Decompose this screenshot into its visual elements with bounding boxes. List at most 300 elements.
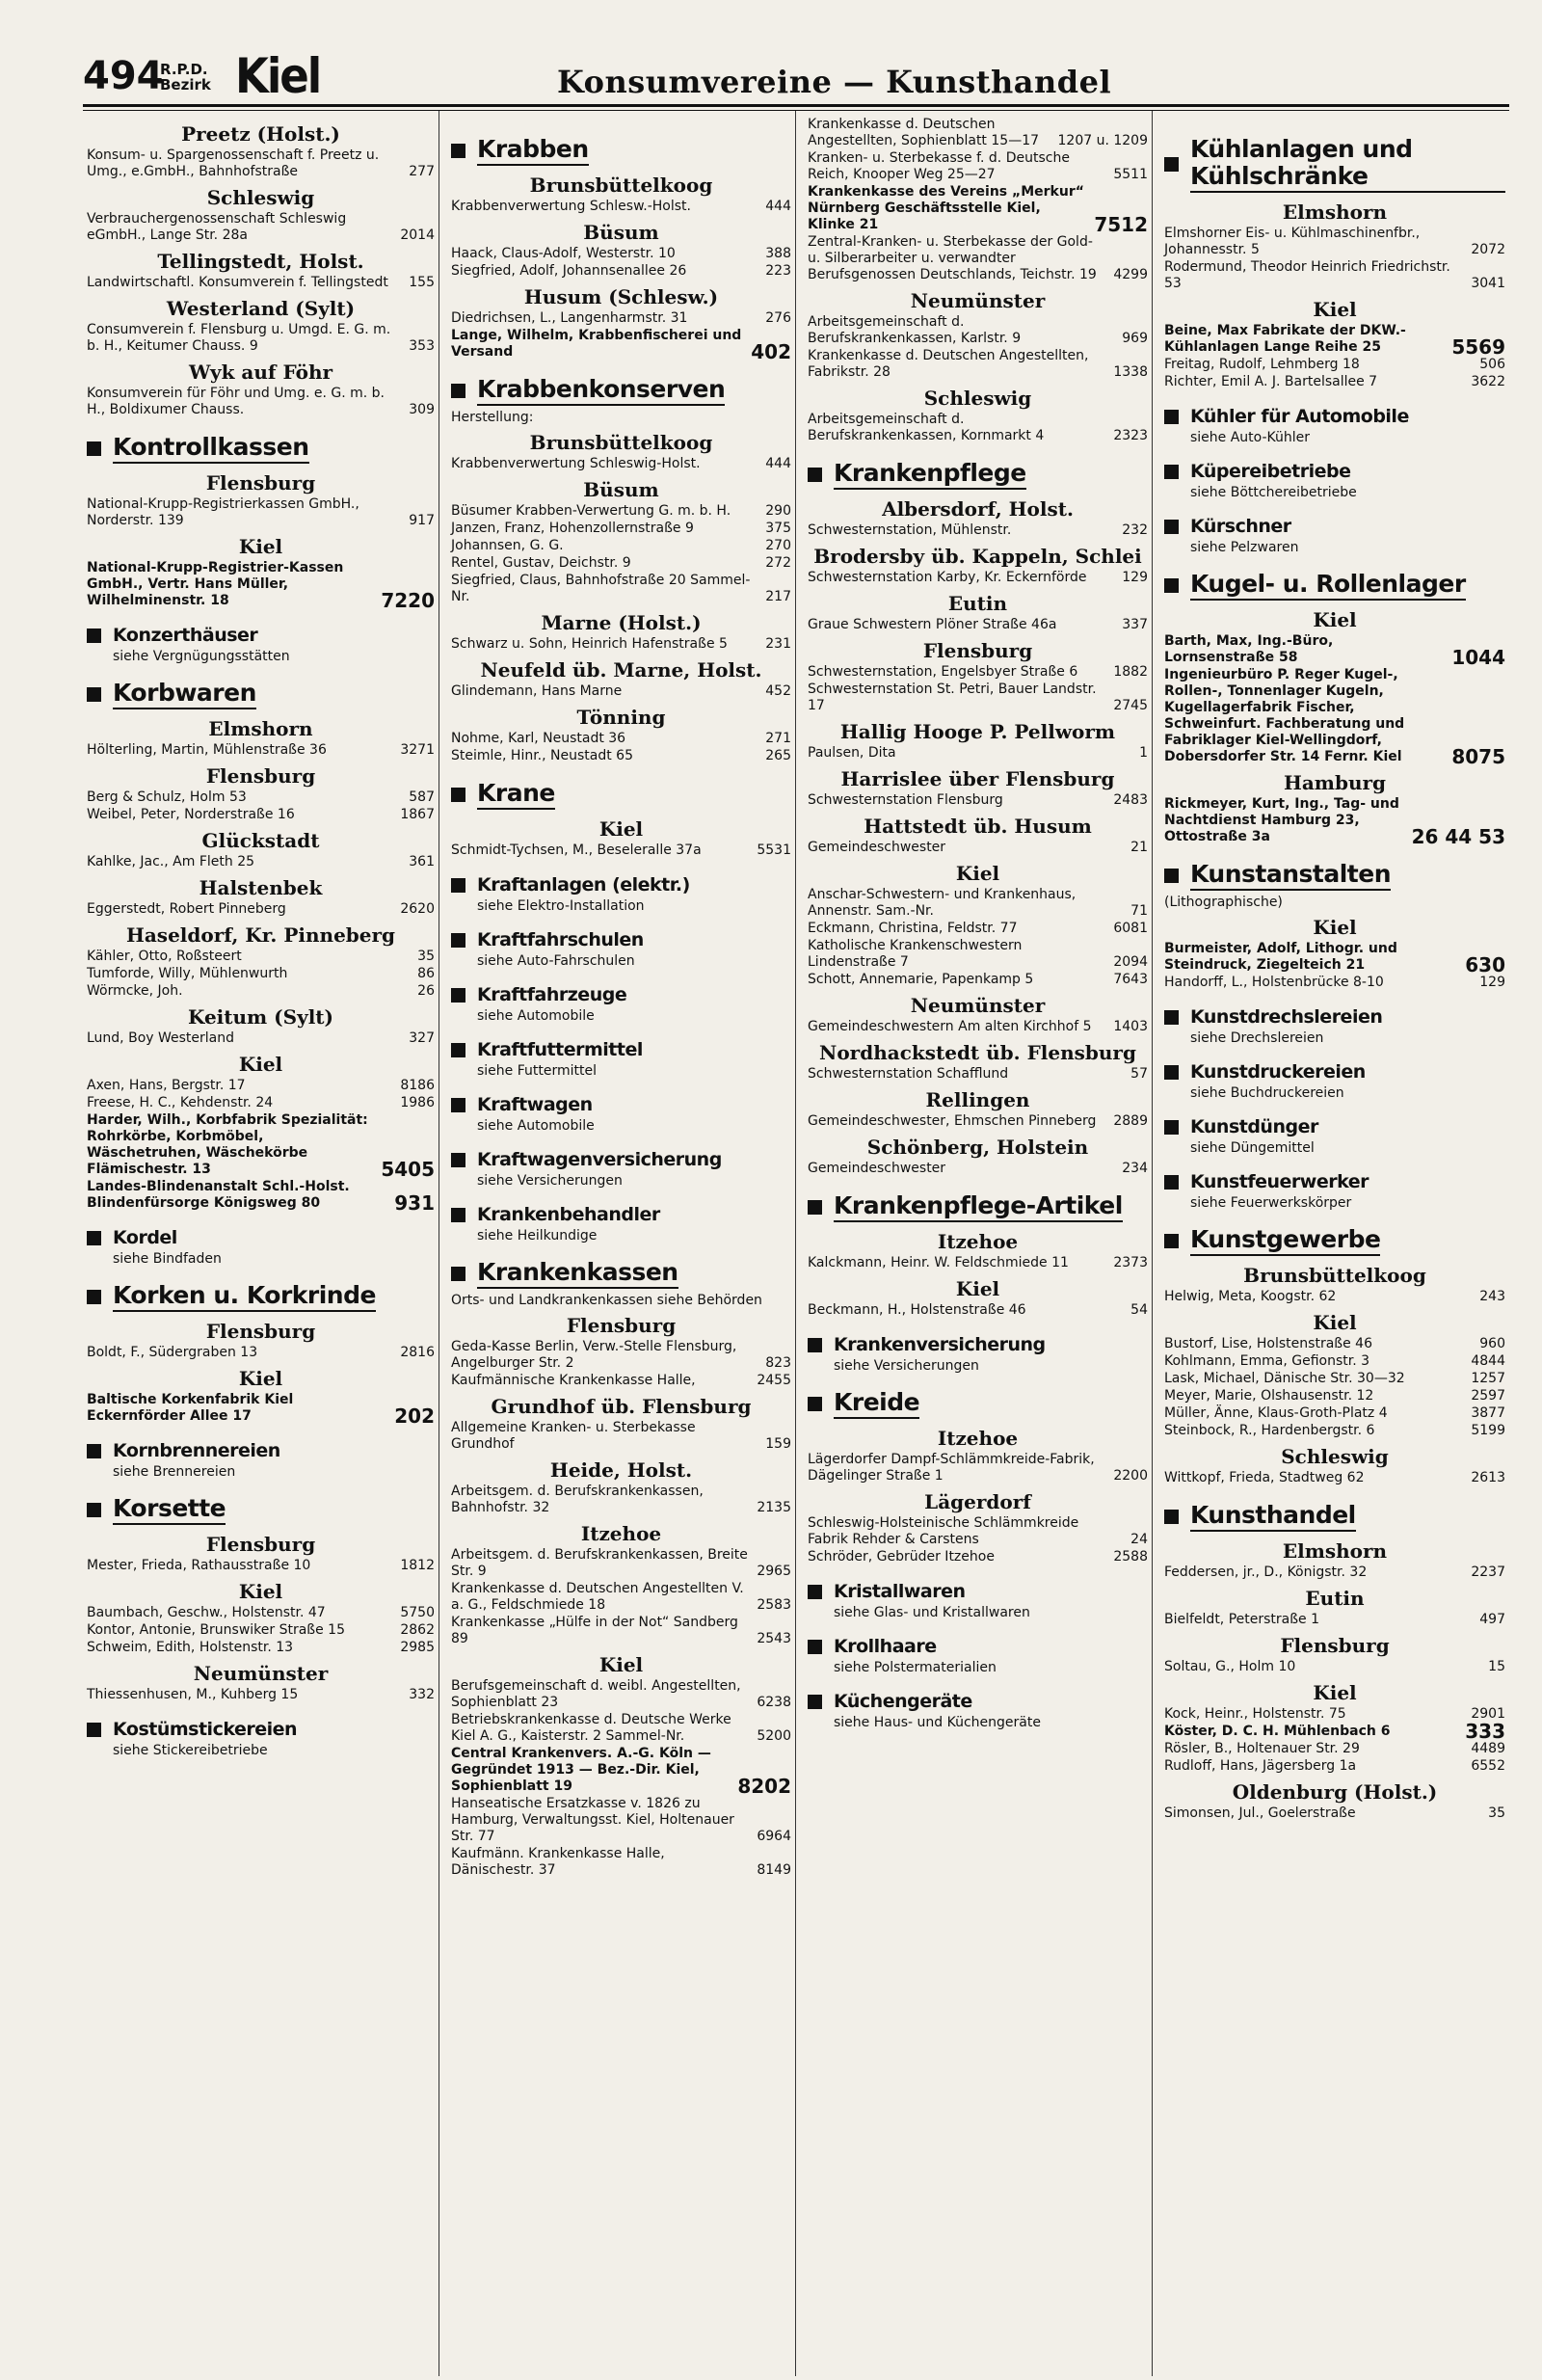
entry-text: Schott, Annemarie, Papenkamp 5 [808,972,1034,987]
square-bullet-icon [451,1153,465,1167]
category-heading [808,1192,1148,1222]
city-heading: Kiel [955,862,1000,885]
city-heading: Brodersby üb. Kappeln, Schlei [813,545,1142,568]
city-heading: Haseldorf, Kr. Pinneberg [125,923,396,947]
category-name: Krankenpflege-Artikel [834,1192,1123,1222]
page-number: 494 [83,54,164,98]
phone-number: 2816 [400,1345,435,1360]
cross-reference: siehe Automobile [477,1118,595,1134]
entry-text: Gemeindeschwester, Ehmschen Pinneberg [808,1113,1097,1129]
phone-number: 452 [765,683,791,699]
directory-entry [808,1452,1148,1484]
category-heading [451,1094,791,1116]
square-bullet-icon [451,384,465,398]
directory-entry [1164,1405,1505,1422]
entry-text: Siegfried, Claus, Bahnhofstraße 20 Sammel-Nr. [451,573,751,604]
directory-entry [87,1112,435,1181]
category-heading [451,1204,791,1226]
category-name: Kraftfahrschulen [477,929,644,950]
directory-entry [1164,796,1505,848]
entry-text: Freese, H. C., Kehdenstr. 24 [87,1095,274,1110]
entry-text: Burmeister, Adolf, Lithogr. und Steindruck, Ziegelteich 21 [1164,941,1397,973]
square-bullet-icon [451,788,465,802]
square-bullet-icon [87,441,101,456]
entry-text: Schweim, Edith, Holstenstr. 13 [87,1640,294,1655]
phone-number: 231 [765,636,791,652]
entry-text: Harder, Wilh., Korbfabrik Spezialität: Rohrkörbe, Korbmöbel, Wäschetruhen, Wäschekörbe Flämischestr. 13 [87,1112,368,1177]
directory-entry [808,1066,1148,1083]
directory-entry [1164,323,1505,359]
directory-entry [808,1302,1148,1319]
directory-entry [87,1030,435,1047]
directory-entry [451,555,791,572]
directory-entry [451,1746,791,1798]
city-heading: Neumünster [910,289,1046,312]
directory-entry [1164,1741,1505,1757]
entry-text: Berufsgemeinschaft d. weibl. Angestellten, Sophienblatt 23 [451,1678,741,1710]
city-heading: Flensburg [205,471,316,495]
city-heading: Glückstadt [201,829,320,852]
entry-text: Graue Schwestern Plöner Straße 46a [808,617,1057,632]
entry-text: Zentral-Kranken- u. Sterbekasse der Gold- u. Silberarbeiter u. verwandter Berufsgenossen Deutschlands, Teichstr. 19 [808,234,1097,282]
entry-text: Axen, Hans, Bergstr. 17 [87,1078,246,1093]
entry-text: Janzen, Franz, Hohenzollernstraße 9 [451,521,694,536]
category-name: Kunstdünger [1190,1116,1318,1137]
city-heading: Kiel [238,1367,283,1390]
phone-number: 6552 [1471,1758,1505,1774]
phone-number: 8186 [400,1078,435,1093]
directory-entry [87,1095,435,1111]
phone-number: 1812 [400,1558,435,1573]
city-heading: Heide, Holst. [549,1458,693,1482]
phone-number: 272 [765,555,791,571]
entry-text: Lange, Wilhelm, Krabbenfischerei und Versand [451,328,742,360]
phone-number: 931 [394,1191,435,1215]
directory-entry [808,792,1148,809]
directory-entry [87,1078,435,1094]
directory-entry [451,538,791,554]
entry-text: Krankenkasse d. Deutschen Angestellten, Sophienblatt 15—17 [808,117,1040,148]
category-subheading: Orts- und Landkrankenkassen siehe Behörden [451,1293,762,1308]
directory-entry [808,1113,1148,1130]
square-bullet-icon [808,1200,822,1215]
directory-entry [451,573,791,605]
directory-entry [1164,667,1505,768]
cross-reference: siehe Versicherungen [477,1173,623,1189]
city-heading: Kiel [598,817,644,841]
city-heading: Neumünster [193,1662,329,1685]
phone-number: 2135 [757,1500,791,1515]
city-heading: Kiel [238,1580,283,1603]
phone-number: 2200 [1113,1468,1148,1484]
square-bullet-icon [1164,578,1179,593]
entry-text: Anschar-Schwestern- und Krankenhaus, Annenstr. Sam.-Nr. [808,887,1077,919]
category-heading [808,1636,1148,1658]
cross-reference: siehe Feuerwerkskörper [1190,1195,1352,1211]
square-bullet-icon [451,1043,465,1057]
category-heading [808,1334,1148,1356]
directory-entry [808,314,1148,347]
directory-entry [87,789,435,806]
city-heading: Preetz (Holst.) [181,122,340,146]
category-name: Kraftfuttermittel [477,1039,643,1060]
category-name: Krankenbehandler [477,1204,660,1225]
square-bullet-icon [451,1208,465,1222]
entry-text: Arbeitsgem. d. Berufskrankenkassen, Breite Str. 9 [451,1547,748,1579]
phone-number: 4299 [1113,267,1148,282]
directory-entry [87,1392,435,1428]
phone-number: 3041 [1471,276,1505,291]
cross-reference: siehe Heilkundige [477,1228,598,1243]
square-bullet-icon [451,933,465,948]
category-subheading: Herstellung: [451,410,534,425]
column-3 [796,111,1153,2376]
phone-number: 2237 [1471,1564,1505,1580]
category-heading [808,1581,1148,1603]
phone-number: 57 [1130,1066,1148,1082]
phone-number: 8075 [1451,745,1505,768]
city-heading: Kiel [238,1053,283,1076]
directory-entry [451,263,791,280]
phone-number: 5531 [757,842,791,858]
phone-number: 4489 [1471,1741,1505,1756]
phone-number: 232 [1122,522,1148,538]
city-heading: Eutin [947,592,1008,615]
entry-text: Kranken- u. Sterbekasse f. d. Deutsche Reich, Knooper Weg 25—27 [808,150,1070,182]
square-bullet-icon [1164,869,1179,883]
directory-entry [451,731,791,747]
square-bullet-icon [87,687,101,702]
entry-text: Arbeitsgemeinschaft d. Berufskrankenkassen, Kornmarkt 4 [808,412,1045,443]
phone-number: 24 [1130,1532,1148,1547]
entry-text: Lask, Michael, Dänische Str. 30—32 [1164,1371,1405,1386]
entry-text: Nohme, Karl, Neustadt 36 [451,731,626,746]
directory-entry [451,1581,791,1614]
entry-text: Central Krankenvers. A.-G. Köln — Gegründet 1913 — Bez.-Dir. Kiel, Sophienblatt 19 [451,1746,711,1794]
directory-entry [451,521,791,537]
entry-text: Simonsen, Jul., Goelerstraße [1164,1805,1356,1821]
directory-entry [451,842,791,859]
cross-reference: siehe Futtermittel [477,1063,598,1079]
entry-text: Mester, Frieda, Rathausstraße 10 [87,1558,311,1573]
directory-entry [808,412,1148,444]
city-heading: Büsum [583,478,659,501]
category-name: Korsette [113,1495,226,1525]
entry-text: Beckmann, H., Holstenstraße 46 [808,1302,1026,1318]
square-bullet-icon [808,468,822,482]
entry-text: Katholische Krankenschwestern Lindenstraße 7 [808,938,1023,970]
square-bullet-icon [87,1290,101,1304]
category-heading [1164,406,1505,428]
entry-text: Schwesternstation, Mühlenstr. [808,522,1012,538]
square-bullet-icon [87,1231,101,1245]
phone-number: 444 [765,199,791,214]
city-heading: Hattstedt üb. Husum [864,815,1092,838]
entry-text: Rickmeyer, Kurt, Ing., Tag- und Nachtdienst Hamburg 23, Ottostraße 3a [1164,796,1399,844]
phone-number: 290 [765,503,791,519]
directory-entry [1164,1659,1505,1675]
directory-entry [87,901,435,918]
city-heading: Tönning [576,706,666,729]
directory-entry [87,147,435,180]
phone-number: 2094 [1113,954,1148,970]
entry-text: Krankenkasse des Vereins „Merkur“ Nürnberg Geschäftsstelle Kiel, Klinke 21 [808,184,1084,232]
cross-reference: siehe Böttchereibetriebe [1190,485,1357,500]
entry-text: Arbeitsgem. d. Berufskrankenkassen, Bahnhofstr. 32 [451,1484,704,1515]
category-heading [87,1282,435,1312]
city-heading: Schleswig [206,186,315,209]
city-heading: Büsum [583,221,659,244]
directory-entry [451,1547,791,1580]
entry-text: Beine, Max Fabrikate der DKW.-Kühlanlagen Lange Reihe 25 [1164,323,1406,355]
directory-entry [808,617,1148,633]
phone-number: 71 [1130,903,1148,919]
square-bullet-icon [808,1338,822,1352]
directory-entry [451,456,791,472]
directory-entry [451,1339,791,1372]
entry-text: Hölterling, Martin, Mühlenstraße 36 [87,742,327,758]
city-heading: Flensburg [1280,1634,1390,1657]
category-heading [1164,1502,1505,1532]
directory-entry [1164,1612,1505,1628]
city-heading: Kiel [598,1653,644,1676]
category-heading [1164,1116,1505,1138]
phone-number: 2014 [400,227,435,243]
category-name: Kunstdruckereien [1190,1061,1366,1083]
square-bullet-icon [87,1503,101,1517]
directory-entry [808,184,1148,236]
category-name: Krankenpflege [834,460,1026,490]
directory-entry [451,1615,791,1647]
square-bullet-icon [1164,1510,1179,1524]
entry-text: Baltische Korkenfabrik Kiel Eckernförder Allee 17 [87,1392,294,1424]
square-bullet-icon [1164,520,1179,534]
category-name: Krabbenkonserven [477,376,725,406]
phone-number: 353 [409,338,435,354]
phone-number: 332 [409,1687,435,1702]
directory-entry [808,921,1148,937]
entry-text: Freitag, Rudolf, Lehmberg 18 [1164,357,1360,372]
directory-entry [808,840,1148,856]
entry-text: Landwirtschaftl. Konsumverein f. Tellingstedt [87,275,388,290]
category-name: Kraftanlagen (elektr.) [477,874,690,896]
directory-entry [1164,1720,1505,1743]
square-bullet-icon [451,1098,465,1112]
phone-number: 129 [1122,570,1148,585]
phone-number: 3877 [1471,1405,1505,1421]
directory-entry [808,150,1148,183]
city-heading: Hallig Hooge P. Pellworm [839,720,1116,743]
entry-text: Helwig, Meta, Koogstr. 62 [1164,1289,1337,1304]
category-name: Kunsthandel [1190,1502,1356,1532]
category-name: Krane [477,780,555,810]
category-heading [451,136,791,166]
cross-reference: siehe Bindfaden [113,1251,222,1267]
directory-entry [451,1484,791,1516]
entry-text: Schleswig-Holsteinische Schlämmkreide Fabrik Rehder & Carstens [808,1515,1079,1547]
phone-number: 223 [765,263,791,279]
entry-text: Kaufmännische Krankenkasse Halle, [451,1373,696,1388]
entry-text: Kaufmänn. Krankenkasse Halle, Dänischestr. 37 [451,1846,665,1878]
entry-text: Krabbenverwertung Schlesw.-Holst. [451,199,691,214]
entry-text: Krankenkasse d. Deutschen Angestellten V. a. G., Feldschmiede 18 [451,1581,744,1613]
district-city: Kiel [235,48,321,104]
entry-text: Ingenieurbüro P. Reger Kugel-, Rollen-, Tonnenlager Kugeln, Kugellagerfabrik Fischer, Schweinfurt. Fachberatung und Fabriklager Kiel-Wellingdorf, Dobersdorfer Str. 14 Fernr. Kiel [1164,667,1405,764]
directory-entry [87,1687,435,1703]
phone-number: 15 [1488,1659,1505,1674]
category-name: Kreide [834,1389,919,1419]
square-bullet-icon [1164,157,1179,172]
city-heading: Elmshorn [1282,1539,1388,1563]
category-name: Kühler für Automobile [1190,406,1409,427]
category-name: Korbwaren [113,680,256,709]
phone-number: 444 [765,456,791,471]
entry-text: Krankenkasse d. Deutschen Angestellten, Fabrikstr. 28 [808,348,1089,380]
entry-text: Thiessenhusen, M., Kuhberg 15 [87,1687,299,1702]
category-heading [1164,461,1505,483]
entry-text: Glindemann, Hans Marne [451,683,623,699]
city-heading: Keitum (Sylt) [188,1005,333,1029]
city-heading: Itzehoe [580,1522,662,1545]
square-bullet-icon [808,1640,822,1654]
directory-entry [87,275,435,291]
directory-entry [1164,941,1505,974]
phone-number: 1338 [1113,364,1148,380]
city-heading: Kiel [1313,608,1357,631]
category-heading [808,1389,1148,1419]
city-heading: Brunsbüttelkoog [529,431,713,454]
entry-text: Kock, Heinr., Holstenstr. 75 [1164,1706,1346,1722]
category-name: Krabben [477,136,589,166]
category-heading [1164,1171,1505,1193]
phone-number: 21 [1130,840,1148,855]
entry-text: Schwesternstation St. Petri, Bauer Landstr. 17 [808,682,1097,713]
city-heading: Neufeld üb. Marne, Holst. [480,658,762,682]
phone-number: 2373 [1113,1255,1148,1270]
entry-text: Johannsen, G. G. [451,538,564,553]
entry-text: Lund, Boy Westerland [87,1030,235,1046]
directory-entry [87,966,435,982]
category-heading [87,1227,435,1249]
phone-number: 2483 [1113,792,1148,808]
category-name: Krollhaare [834,1636,937,1657]
directory-entry [1164,1805,1505,1822]
cross-reference: siehe Versicherungen [834,1358,979,1374]
phone-number: 2889 [1113,1113,1148,1129]
category-heading [87,1719,435,1741]
directory-entry [808,1255,1148,1271]
square-bullet-icon [1164,1120,1179,1135]
phone-number: 2072 [1471,242,1505,257]
directory-entry [808,1019,1148,1035]
directory-entry [808,117,1148,149]
directory-entry [1164,1758,1505,1775]
city-heading: Kiel [955,1277,1000,1300]
directory-entry [1164,1470,1505,1486]
phone-number: 2583 [757,1597,791,1613]
entry-text: Verbrauchergenossenschaft Schleswig eGmbH., Lange Str. 28a [87,211,347,243]
phone-number: 35 [417,949,435,964]
directory-entry [87,854,435,870]
directory-entry [451,1846,791,1879]
phone-number: 7220 [381,589,435,612]
city-heading: Itzehoe [937,1427,1019,1450]
rpd-label: R.P.D. [160,61,208,78]
phone-number: 2613 [1471,1470,1505,1485]
phone-number: 265 [765,748,791,763]
entry-text: Allgemeine Kranken- u. Sterbekasse Grundhof [451,1420,696,1452]
entry-text: Wörmcke, Joh. [87,983,183,999]
city-heading: Wyk auf Föhr [188,361,333,384]
entry-text: Soltau, G., Holm 10 [1164,1659,1296,1674]
page-title: Konsumvereine — Kunsthandel [557,64,1112,100]
entry-text: Weibel, Peter, Norderstraße 16 [87,807,295,822]
category-name: Kugel- u. Rollenlager [1190,571,1466,601]
city-heading: Brunsbüttelkoog [529,174,713,197]
city-heading: Rellingen [925,1088,1030,1111]
category-heading [808,460,1148,490]
entry-text: Gemeindeschwester [808,840,946,855]
columns [83,111,1509,2376]
entry-text: Steimle, Hinr., Neustadt 65 [451,748,633,763]
phone-number: 630 [1465,953,1505,976]
city-heading: Kiel [238,535,283,558]
phone-number: 2901 [1471,1706,1505,1722]
entry-text: Arbeitsgemeinschaft d. Berufskrankenkassen, Karlstr. 9 [808,314,1022,346]
city-heading: Albersdorf, Holst. [882,497,1074,521]
phone-number: 402 [751,340,791,363]
directory-entry [87,949,435,965]
phone-number: 202 [394,1404,435,1428]
directory-entry [1164,633,1505,669]
city-heading: Flensburg [205,1533,316,1556]
directory-entry [87,1558,435,1574]
category-name: Krankenversicherung [834,1334,1046,1355]
district-label [160,62,211,93]
entry-text: Diedrichsen, L., Langenharmstr. 31 [451,310,688,326]
phone-number: 2455 [757,1373,791,1388]
phone-number: 277 [409,164,435,179]
city-heading: Flensburg [205,1320,316,1343]
city-heading: Schleswig [1281,1445,1389,1468]
phone-number: 327 [409,1030,435,1046]
phone-number: 3622 [1471,374,1505,389]
square-bullet-icon [1164,1234,1179,1248]
category-heading [451,929,791,951]
phone-number: 5200 [757,1728,791,1744]
directory-entry [87,983,435,1000]
entry-text: Schwesternstation Flensburg [808,792,1003,808]
entry-text: Consumverein f. Flensburg u. Umgd. E. G. m. b. H., Keitumer Chauss. 9 [87,322,391,354]
phone-number: 917 [409,513,435,528]
directory-entry [451,199,791,215]
phone-number: 1 [1139,745,1148,761]
square-bullet-icon [87,628,101,643]
cross-reference: siehe Düngemittel [1190,1140,1315,1156]
directory-entry [808,234,1148,283]
entry-text: Rentel, Gustav, Deichstr. 9 [451,555,631,571]
category-heading [451,874,791,896]
entry-text: Kahlke, Jac., Am Fleth 25 [87,854,255,869]
category-heading [87,680,435,709]
phone-number: 26 44 53 [1411,825,1505,848]
page-header [83,0,1509,107]
cross-reference: siehe Vergnügungsstätten [113,649,290,664]
phone-number: 823 [765,1355,791,1371]
city-heading: Kiel [1313,1311,1357,1334]
category-subheading: (Lithographische) [1164,895,1283,910]
phone-number: 1867 [400,807,435,822]
